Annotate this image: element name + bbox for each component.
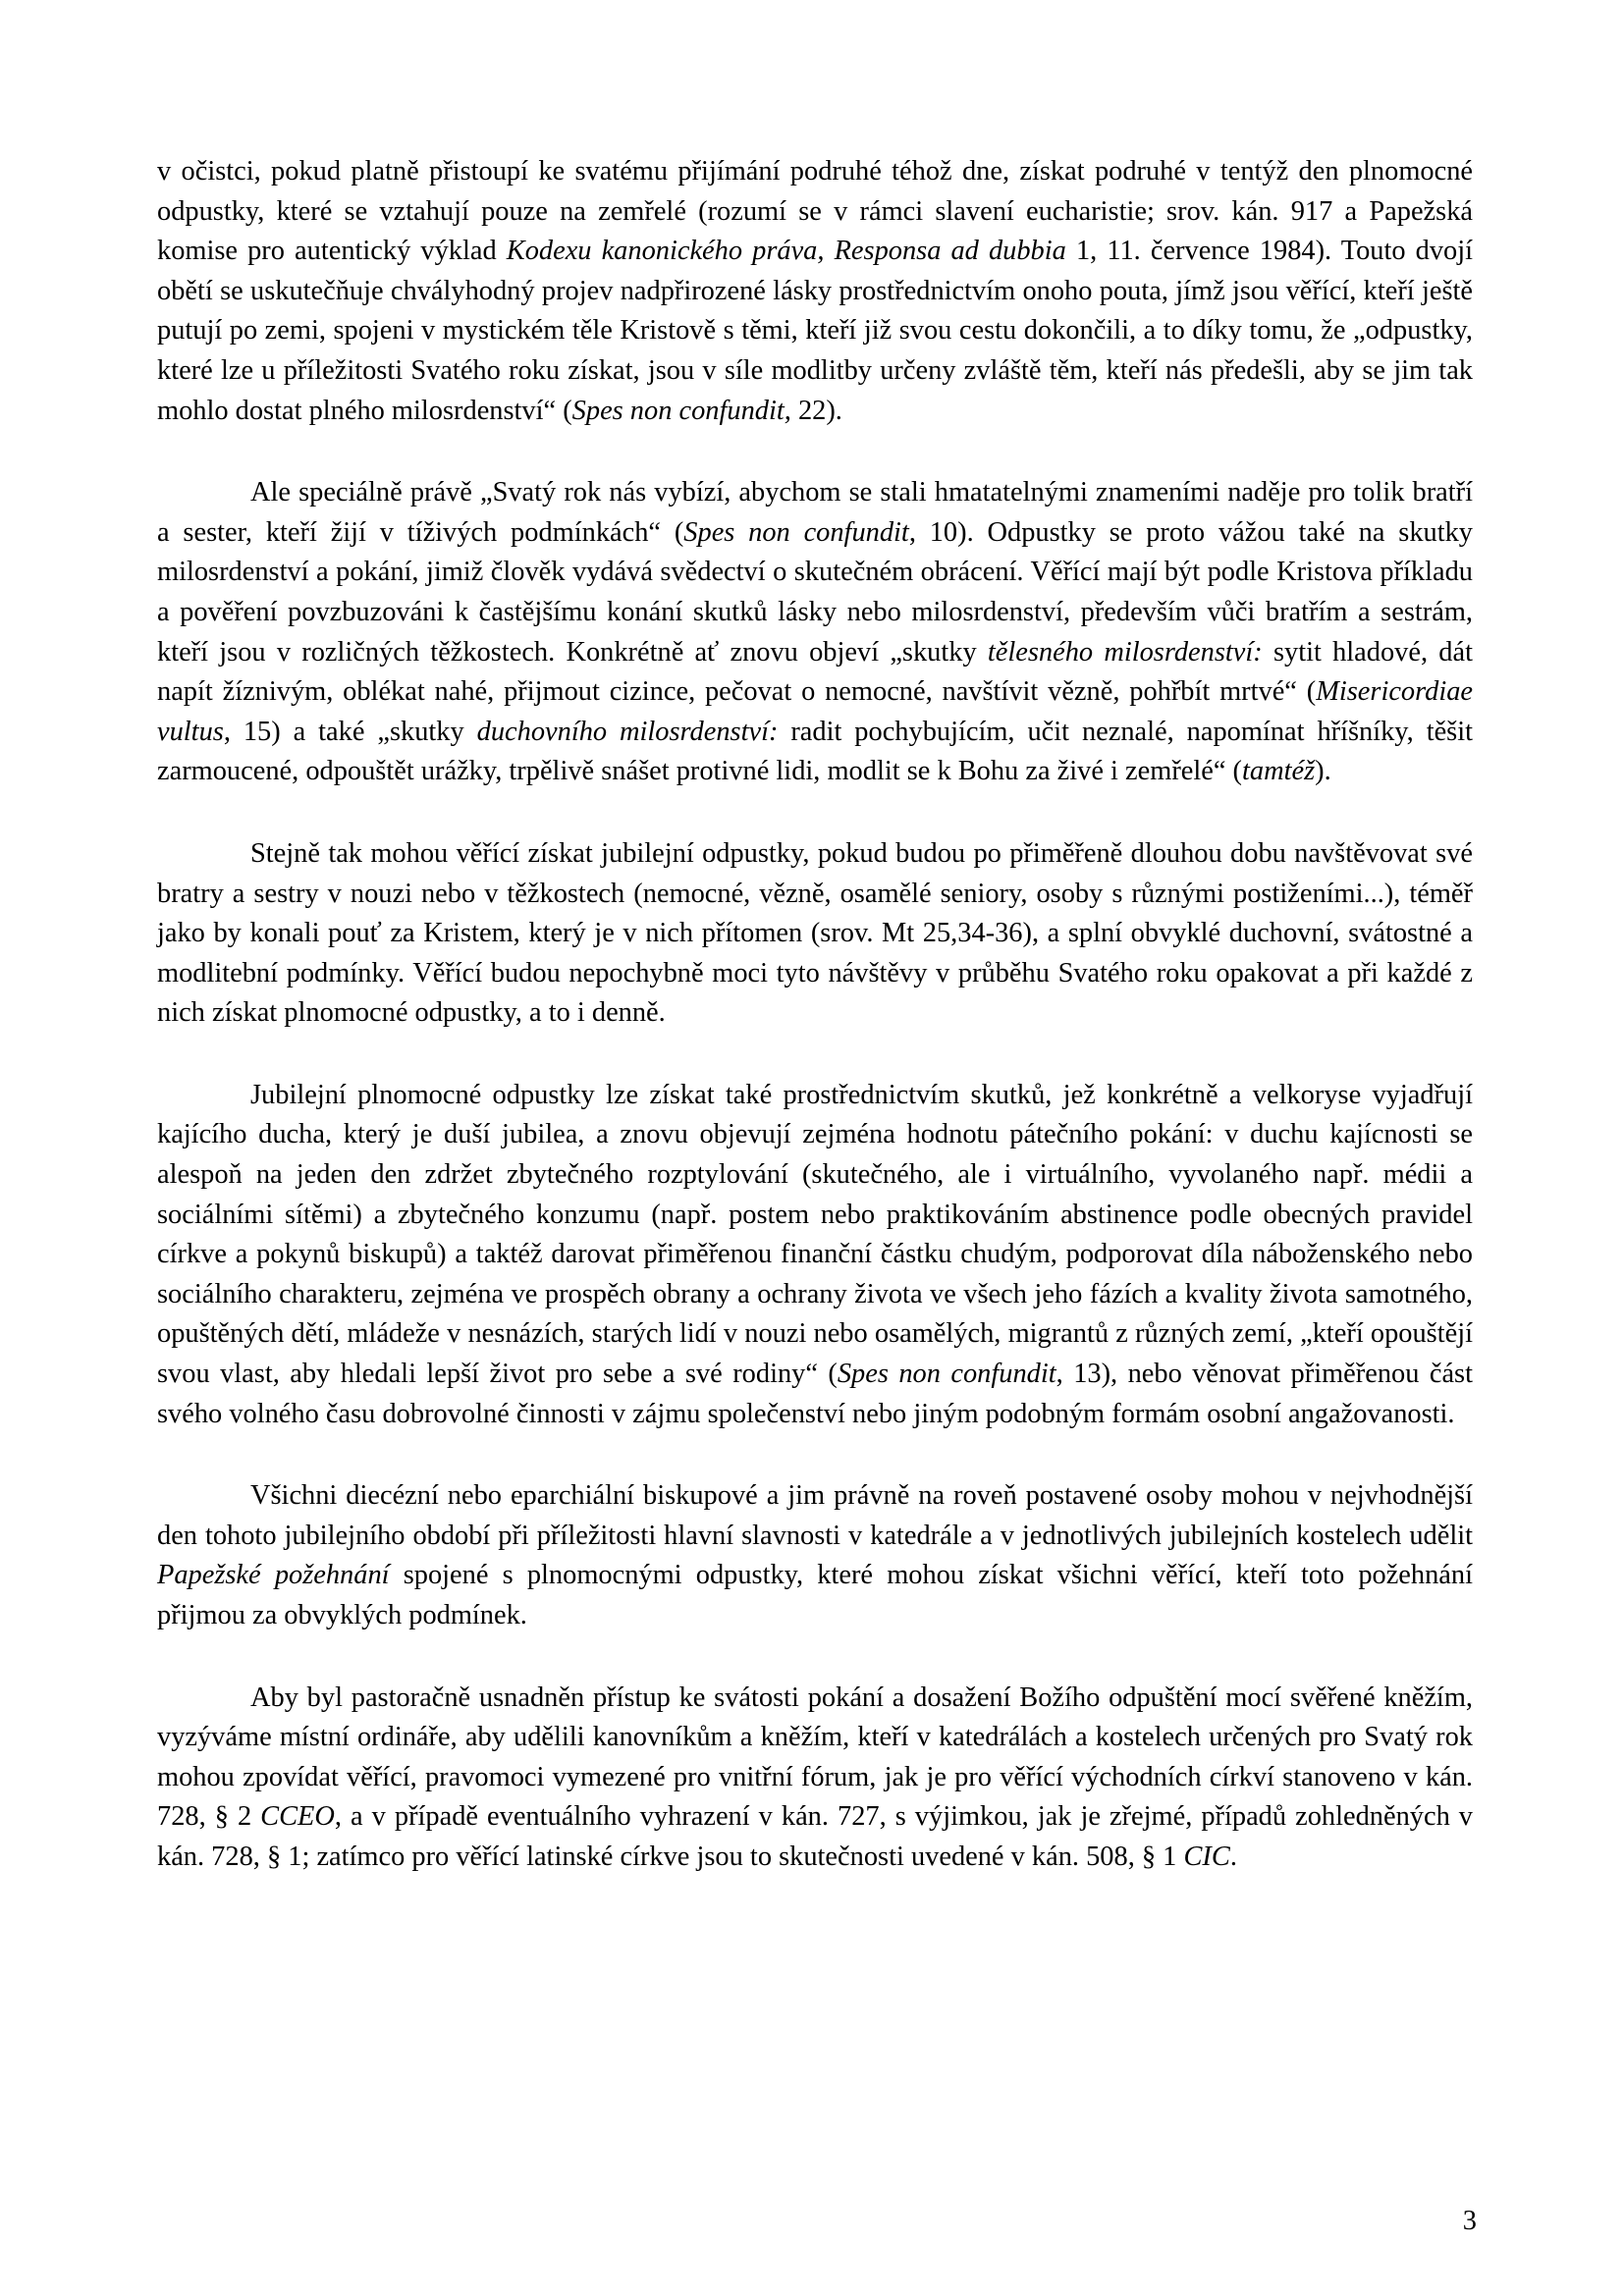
- text-run: Všichni diecézní nebo eparchiální biskupové a jim právně na roveň postavené osoby mohou v nejvhodnější den tohoto jubilejního období při příležitosti hlavní slavnosti v katedrále a v jednotlivých jubilejních kostelech udělit: [157, 1480, 1473, 1551]
- paragraph: [157, 473, 1473, 792]
- paragraph: [157, 1476, 1473, 1635]
- text-run: , 15) a také „skutky: [223, 716, 477, 747]
- text-run: , 10). Odpustky se proto vážou také na skutky milosrdenství a pokání, jimiž člověk vydává svědectví o skutečném obrácení. Věřící mají být podle Kristova příkladu a pověření povzbuzováni k častějšímu konání skutků lásky nebo milosrdenství, především vůči bratřím a sestrám, kteří jsou v rozličných těžkostech. Konkrétně ať znovu objeví „skutky: [157, 516, 1473, 667]
- page-number: 3: [1462, 2206, 1477, 2236]
- text-run: Jubilejní plnomocné odpustky lze získat také prostřednictvím skutků, jež konkrétně a velkoryse vyjadřují kajícího ducha, který je duší jubilea, a znovu objevují zejména hodnotu pátečního pokání: v duchu kajícnosti se alespoň na jeden den zdržet zbytečného rozptylování (skutečného, ale i virtuálního, vyvolaného např. médii a sociálními sítěmi) a zbytečného konzumu (např. postem nebo praktikováním abstinence podle obecných pravidel církve a pokynů biskupů) a taktéž darovat přiměřenou finanční částku chudým, podporovat díla náboženského nebo sociálního charakteru, zejména ve prospěch obrany a ochrany života ve všech jeho fázích a kvality života samotného, opuštěných dětí, mládeže v nesnázích, starých lidí v nouzi nebo osamělých, migrantů z různých zemí, „kteří opouštějí svou vlast, aby hledali lepší život pro sebe a své rodiny“ (: [157, 1079, 1473, 1390]
- italic-text: Papežské požehnání: [157, 1560, 390, 1591]
- text-run: Ale speciálně právě „Svatý rok nás vybízí, abychom se stali hmatatelnými znameními naděje pro tolik bratří a sester, kteří žijí v tíživých podmínkách“ (: [157, 477, 1473, 548]
- text-run: ).: [1315, 756, 1331, 787]
- italic-text: CCEO: [260, 1801, 335, 1833]
- italic-text: Spes non confundit: [837, 1359, 1056, 1390]
- text-run: 1, 11. července 1984). Touto dvojí obětí se uskutečňuje chvályhodný projev nadpřirozené lásky prostřednictvím onoho pouta, jímž jsou věřící, kteří ještě putují po zemi, spojeni v mystickém těle Kristově s těmi, kteří již svou cestu dokončili, a to díky tomu, že „odpustky, které lze u příležitosti Svatého roku získat, jsou v síle modlitby určeny zvláště těm, kteří nás předešli, aby se jim tak mohlo dostat plného milosrdenství“ (: [157, 236, 1474, 426]
- italic-text: tamtéž: [1242, 756, 1316, 787]
- italic-text: tělesného milosrdenství:: [987, 636, 1263, 667]
- italic-text: Spes non confundit,: [571, 395, 791, 426]
- document-body: [157, 152, 1473, 1878]
- text-run: sytit hladové, dát napít žíznivým, oblékat nahé, přijmout cizince, pečovat o nemocné, navštívit vězně, pohřbít mrtvé“ (: [157, 636, 1473, 708]
- text-run: , a v případě eventuálního vyhrazení v kán. 727, s výjimkou, jak je zřejmé, případů zohledněných v kán. 728, § 1; zatímco pro věřící latinské církve jsou to skutečnosti uvedené v kán. 508, § 1: [157, 1801, 1473, 1872]
- italic-text: Kodexu kanonického práva, Responsa ad dubbia: [506, 236, 1066, 267]
- text-run: radit pochybujícím, učit neznalé, napomínat hříšníky, těšit zarmoucené, odpouštět urážky, trpělivě snášet protivné lidi, modlit se k Bohu za živé i zemřelé“ (: [157, 716, 1474, 787]
- paragraph: [157, 834, 1473, 1034]
- text-run: Aby byl pastoračně usnadněn přístup ke svátosti pokání a dosažení Božího odpuštění mocí svěřené kněžím, vyzýváme místní ordináře, aby udělili kanovníkům a kněžím, kteří v katedrálách a kostelech určených pro Svatý rok mohou zpovídat věřící, pravomoci vymezené pro vnitřní fórum, jak je pro věřící východních církví stanoveno v kán. 728, § 2: [157, 1682, 1473, 1833]
- text-run: .: [1229, 1841, 1237, 1872]
- paragraph: [157, 152, 1473, 431]
- italic-text: duchovního milosrdenství:: [476, 716, 779, 747]
- italic-text: CIC: [1183, 1841, 1230, 1872]
- paragraph: [157, 1076, 1473, 1434]
- text-run: spojené s plnomocnými odpustky, které mohou získat všichni věřící, kteří toto požehnání přijmou za obvyklých podmínek.: [157, 1560, 1473, 1630]
- text-run: 22).: [790, 395, 842, 426]
- text-run: v očistci, pokud platně přistoupí ke svatému přijímání podruhé téhož dne, získat podruhé v tentýž den plnomocné odpustky, které se vztahují pouze na zemřelé (rozumí se v rámci slavení eucharistie; srov. kán. 917 a Papežská komise pro autentický výklad: [157, 156, 1473, 267]
- italic-text: Misericordiae vultus: [157, 676, 1473, 747]
- text-run: , 13), nebo věnovat přiměřenou část svého volného času dobrovolné činnosti v zájmu společenství nebo jiným podobným formám osobní angažovanosti.: [157, 1359, 1473, 1429]
- italic-text: Spes non confundit: [683, 516, 909, 548]
- paragraph: [157, 1679, 1473, 1878]
- text-run: Stejně tak mohou věřící získat jubilejní odpustky, pokud budou po přiměřeně dlouhou dobu navštěvovat své bratry a sestry v nouzi nebo v těžkostech (nemocné, vězně, osamělé seniory, osoby s různými postiženími...), téměř jako by konali pouť za Kristem, který je v nich přítomen (srov. Mt 25,34-36), a splní obvyklé duchovní, svátostné a modlitební podmínky. Věřící budou nepochybně moci tyto návštěvy v průběhu Svatého roku opakovat a při každé z nich získat plnomocné odpustky, a to i denně.: [157, 837, 1473, 1029]
